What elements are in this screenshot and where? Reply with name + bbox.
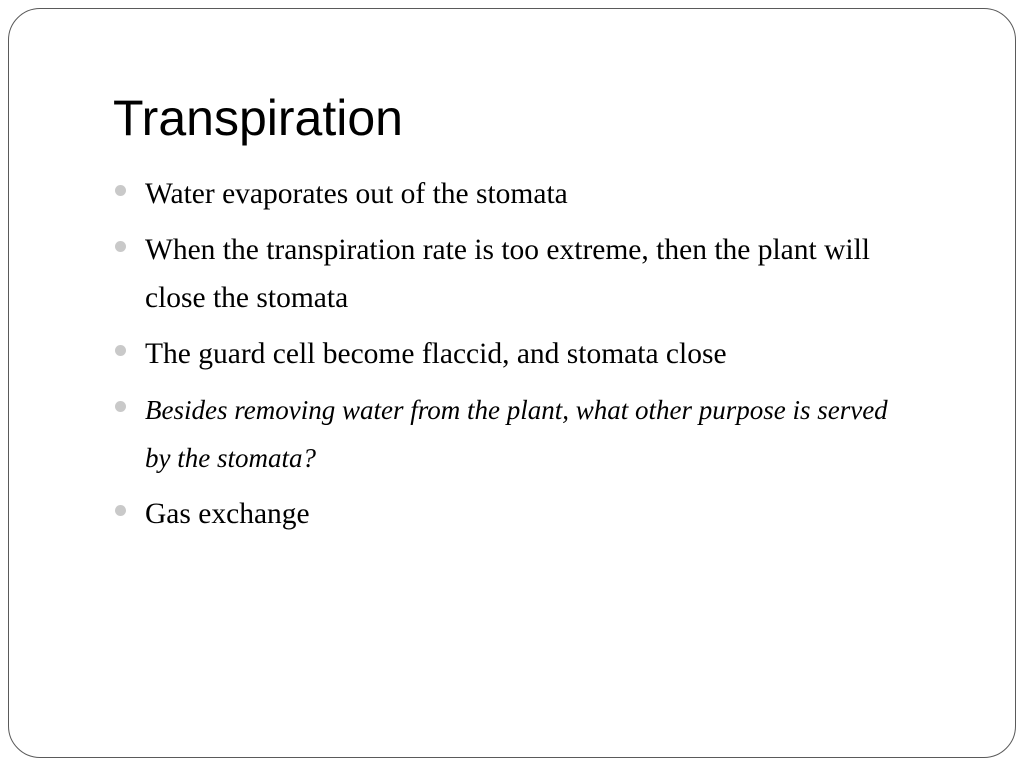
bullet-text: Water evaporates out of the stomata: [145, 178, 568, 210]
bullet-dot-icon: [115, 401, 126, 412]
bullet-text: Besides removing water from the plant, what other purpose is served by the stomata?: [145, 395, 888, 473]
bullet-text: The guard cell become flaccid, and stomata close: [145, 338, 727, 370]
bullet-list: [113, 170, 913, 546]
bullet-text: Gas exchange: [145, 498, 310, 530]
bullet-item: [113, 170, 913, 218]
bullet-dot-icon: [115, 241, 126, 252]
bullet-text: When the transpiration rate is too extreme, then the plant will close the stomata: [145, 234, 870, 314]
bullet-dot-icon: [115, 345, 126, 356]
bullet-item: [113, 490, 913, 538]
slide-title: Transpiration: [113, 90, 403, 146]
bullet-dot-icon: [115, 505, 126, 516]
bullet-item-question: [113, 386, 913, 482]
bullet-item: [113, 226, 913, 322]
bullet-dot-icon: [115, 185, 126, 196]
bullet-item: [113, 330, 913, 378]
